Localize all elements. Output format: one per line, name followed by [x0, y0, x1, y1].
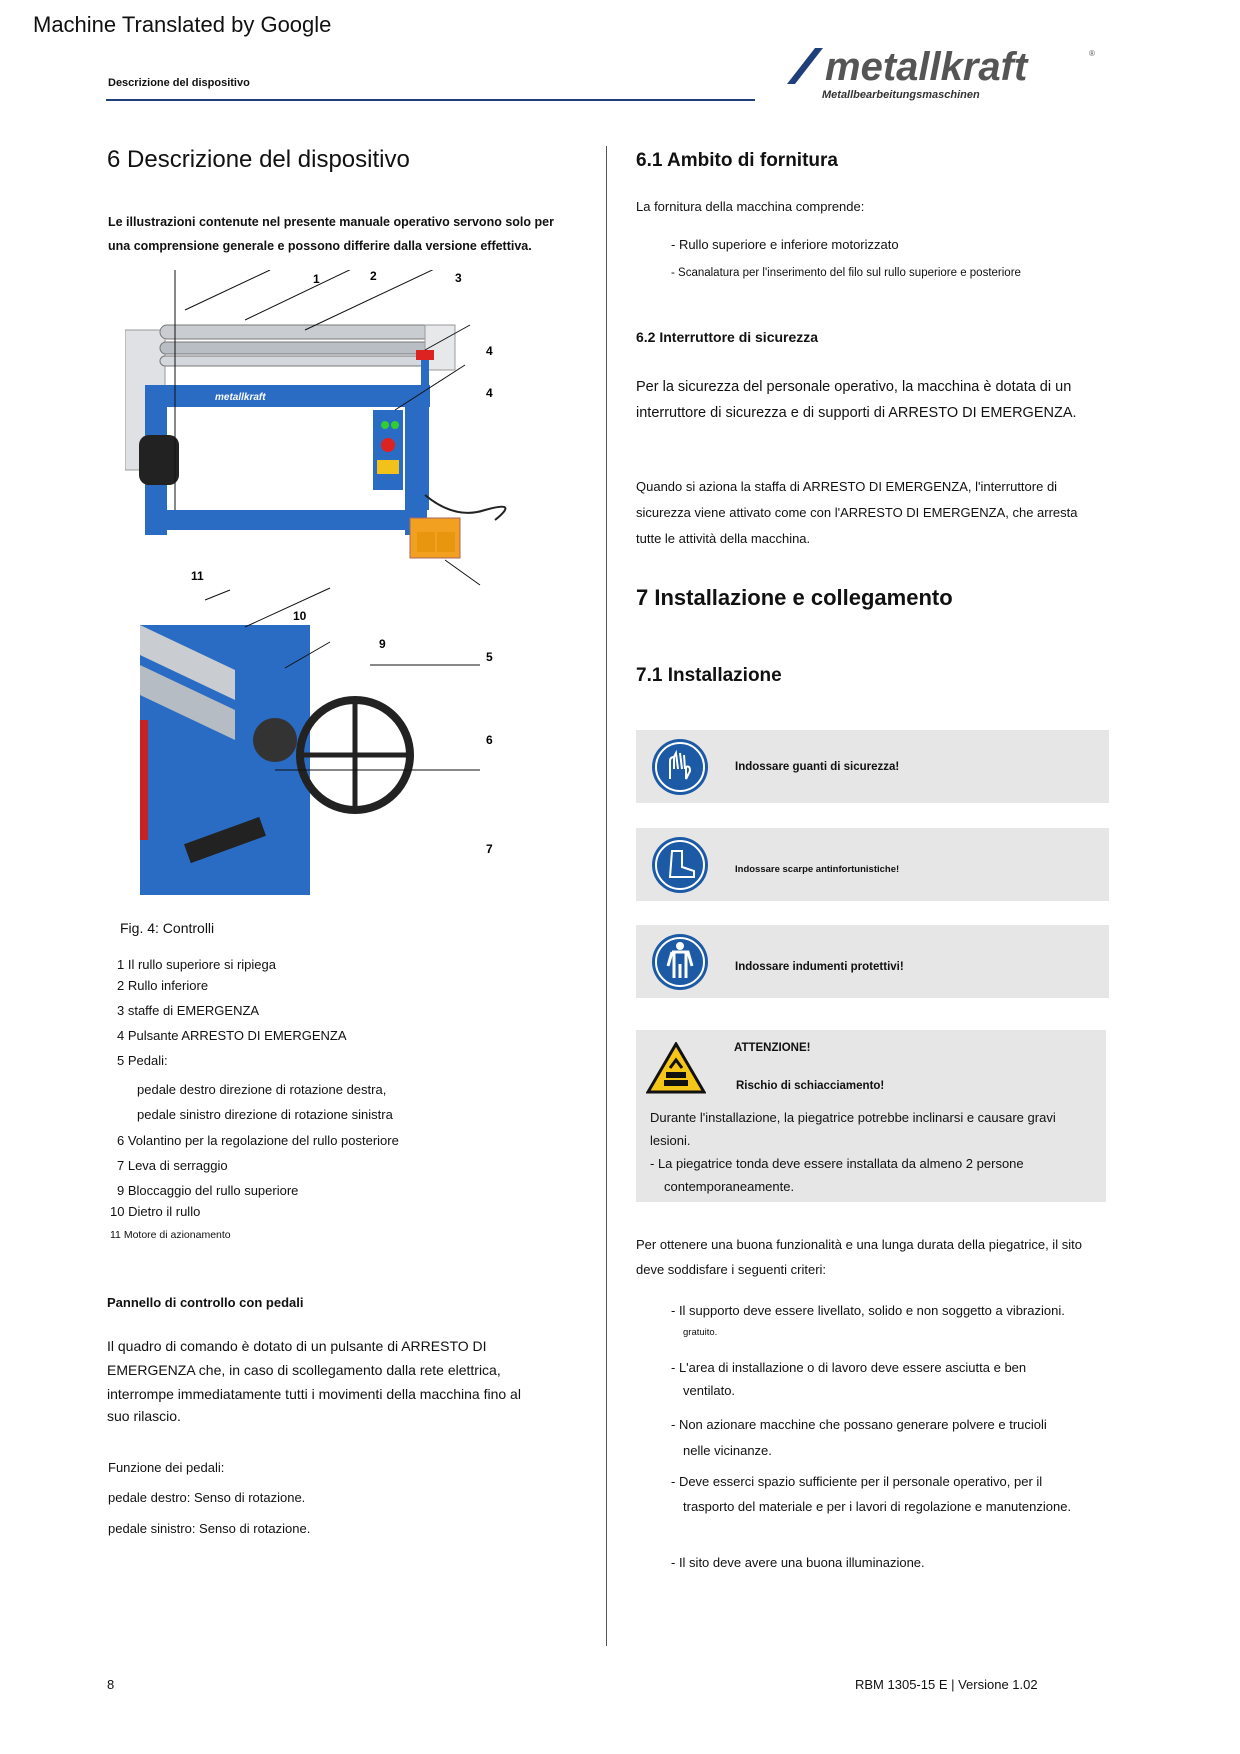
legend-5a: pedale destro direzione di rotazione destra,	[137, 1082, 387, 1097]
legend-10: 10 Dietro il rullo	[110, 1204, 201, 1219]
legend-1: 1 Il rullo superiore si ripiega	[117, 957, 276, 972]
roll-bender-machine	[125, 325, 505, 558]
roller-detail	[140, 625, 410, 895]
legend-7: 7 Leva di serraggio	[117, 1158, 228, 1173]
callout-9: 9	[379, 637, 386, 651]
callout-1: 1	[313, 272, 320, 286]
criterion-4: - Deve esserci spazio sufficiente per il personale operativo, per il	[671, 1474, 1043, 1489]
ppe-shoes-label: Indossare scarpe antinfortunistiche!	[735, 864, 900, 875]
callout-3: 3	[455, 271, 462, 285]
section-6-1-title: 6.1 Ambito di fornitura	[636, 150, 838, 171]
criterion-1: - Il supporto deve essere livellato, solido e non soggetto a vibrazioni.	[671, 1303, 1065, 1318]
panel-heading: Pannello di controllo con pedali	[107, 1295, 304, 1310]
criterion-2: - L'area di installazione o di lavoro deve essere asciutta e ben	[671, 1360, 1027, 1375]
ppe-shoes-box	[636, 828, 1109, 901]
machine-illustration	[125, 270, 575, 910]
callout-4a: 4	[486, 344, 493, 358]
legend-2: 2 Rullo inferiore	[117, 978, 209, 993]
ppe-gloves-label: Indossare guanti di sicurezza!	[735, 761, 900, 773]
legend-5: 5 Pedali:	[117, 1053, 168, 1068]
section-7-1-title: 7.1 Installazione	[636, 665, 782, 686]
safety-switch-text-1: Per la sicurezza del personale operativo, la macchina è dotata di un interruttore di sicurezza e di supporti di ARRESTO DI EMERGENZA.	[636, 379, 1077, 421]
ppe-clothing-box	[636, 925, 1109, 998]
callout-6: 6	[486, 733, 493, 747]
legend-3: 3 staffe di EMERGENZA	[117, 1003, 260, 1018]
legend-6: 6 Volantino per la regolazione del rullo posteriore	[117, 1133, 399, 1148]
warning-title: ATTENZIONE!	[734, 1042, 811, 1054]
figure-caption: Fig. 4: Controlli	[120, 920, 215, 936]
callout-4b: 4	[486, 386, 493, 400]
criteria-intro: Per ottenere una buona funzionalità e una lunga durata della piegatrice, il sito deve soddisfare i seguenti criteri:	[636, 1237, 1082, 1277]
criterion-2-cont: ventilato.	[683, 1383, 736, 1398]
warning-subtitle: Rischio di schiacciamento!	[736, 1080, 885, 1092]
protective-clothing-icon	[652, 934, 708, 990]
section-6-title: 6 Descrizione del dispositivo	[107, 146, 410, 173]
callout-5: 5	[486, 650, 493, 664]
pedal-right: pedale destro: Senso di rotazione.	[108, 1490, 306, 1505]
machine-translation-banner: Machine Translated by Google	[33, 12, 332, 37]
gloves-icon	[652, 739, 708, 795]
crush-warning-icon	[646, 1042, 706, 1094]
machine-label: metallkraft	[215, 392, 266, 403]
criterion-1-cont: gratuito.	[683, 1327, 718, 1338]
callout-11: 11	[191, 569, 204, 583]
header-section-title: Descrizione del dispositivo	[108, 77, 250, 89]
warning-box	[636, 1030, 1106, 1202]
supply-intro: La fornitura della macchina comprende:	[636, 199, 865, 214]
column-divider	[606, 146, 607, 1646]
panel-text: Il quadro di comando è dotato di un pulsante di ARRESTO DI EMERGENZA che, in caso di scollegamento dalla rete elettrica, interrompe immediatamente tutti i movimenti della macchina fino al suo rilascio.	[107, 1338, 521, 1424]
page-number: 8	[107, 1677, 115, 1692]
legend-5b: pedale sinistro direzione di rotazione sinistra	[137, 1107, 393, 1122]
pedal-heading: Funzione dei pedali:	[108, 1460, 225, 1475]
footer-model-version: RBM 1305-15 E | Versione 1.02	[855, 1677, 1038, 1692]
criterion-3: - Non azionare macchine che possano generare polvere e trucioli	[671, 1417, 1047, 1432]
ppe-gloves-box	[636, 730, 1109, 803]
callout-2: 2	[370, 270, 377, 283]
safety-switch-text-2: Quando si aziona la staffa di ARRESTO DI EMERGENZA, l'interruttore di sicurezza viene attivato come con l'ARRESTO DI EMERGENZA, che arresta tutte le attività della macchina.	[636, 479, 1078, 546]
warning-text: Durante l'installazione, la piegatrice potrebbe inclinarsi e causare gravi lesioni. - La piegatrice tonda deve essere installata da almeno 2 persone contemporaneamente.	[650, 1110, 1056, 1194]
criterion-5: - Il sito deve avere una buona illuminazione.	[671, 1555, 925, 1570]
callout-7: 7	[486, 842, 493, 856]
logo-tagline: Metallbearbeitungsmaschinen	[822, 89, 980, 101]
section-6-2-title: 6.2 Interruttore di sicurezza	[636, 329, 819, 345]
logo-wordmark: metallkraft	[825, 45, 1028, 89]
header-rule	[106, 99, 755, 101]
svg-text:®: ®	[1089, 49, 1095, 58]
legend-4: 4 Pulsante ARRESTO DI EMERGENZA	[117, 1028, 347, 1043]
supply-item-1: - Rullo superiore e inferiore motorizzato	[671, 237, 899, 252]
criterion-4-cont: trasporto del materiale e per i lavori di regolazione e manutenzione.	[683, 1499, 1072, 1514]
supply-item-2: - Scanalatura per l'inserimento del filo sul rullo superiore e posteriore	[671, 267, 1021, 279]
safety-boot-icon	[652, 837, 708, 893]
legend-11: 11 Motore di azionamento	[110, 1229, 231, 1241]
criterion-3-cont: nelle vicinanze.	[683, 1443, 772, 1458]
callout-10: 10	[293, 609, 307, 623]
ppe-clothing-label: Indossare indumenti protettivi!	[735, 961, 904, 973]
illustration-note: Le illustrazioni contenute nel presente manuale operativo servono solo per una comprensione generale e possono differire dalla versione effettiva.	[108, 215, 554, 253]
legend-9: 9 Bloccaggio del rullo superiore	[117, 1183, 299, 1198]
pedal-left: pedale sinistro: Senso di rotazione.	[108, 1521, 311, 1536]
section-7-title: 7 Installazione e collegamento	[636, 585, 953, 610]
